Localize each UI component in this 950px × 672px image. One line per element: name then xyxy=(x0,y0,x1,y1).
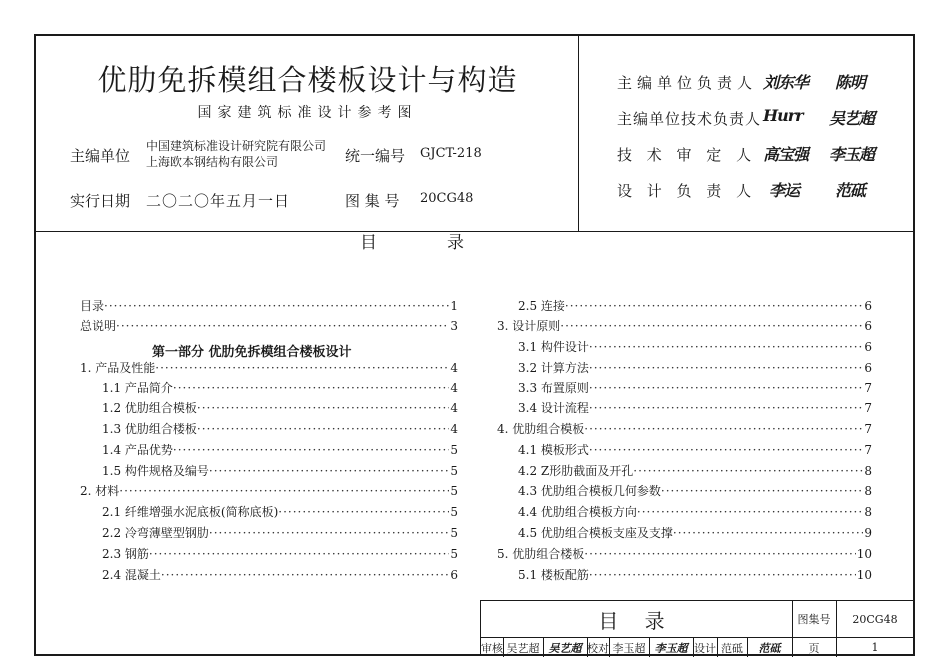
toc-entry[interactable]: 1.3 优肋组合楼板 ····· 4 xyxy=(102,420,458,438)
toc-entry[interactable]: 2.3 钢筋 ····· 5 xyxy=(102,545,458,563)
toc-entry[interactable]: 1.4 产品优势 ····· 5 xyxy=(102,441,458,459)
toc-entry[interactable]: 4.4 优肋组合模板方向 ····· 8 xyxy=(518,503,872,521)
toc-entry[interactable]: 5.1 楼板配筋 ····· 10 xyxy=(518,566,872,584)
signature: 高宝强 xyxy=(763,145,809,164)
toc-entry[interactable]: 4.5 优肋组合模板支座及支撑 ····· 9 xyxy=(518,524,872,542)
signature: Hurr xyxy=(763,106,803,125)
design-label: 设计 xyxy=(694,641,716,655)
editor-unit-1: 中国建筑标准设计研究院有限公司 xyxy=(146,139,327,153)
signature: 陈明 xyxy=(835,73,866,92)
atlas-title: 优肋免拆模组合楼板设计与构造 xyxy=(97,63,518,97)
atlas-no: 20CG48 xyxy=(420,191,474,206)
toc-entry[interactable]: 2.1 纤维增强水泥底板(简称底板) ····· 5 xyxy=(102,503,458,521)
unified-no-label: 统一编号 xyxy=(345,147,406,165)
atlas-no-label: 图 集 号 xyxy=(345,192,400,210)
toc-entry[interactable]: 1.2 优肋组合模板 ····· 4 xyxy=(102,399,458,417)
toc-entry[interactable]: 总说明 ····· 3 xyxy=(80,317,458,335)
signature: 李运 xyxy=(769,181,800,200)
toc-entry[interactable]: 1.5 构件规格及编号 ····· 5 xyxy=(102,462,458,480)
toc-entry[interactable]: 2.5 连接 ····· 6 xyxy=(518,297,872,315)
check-label: 校对 xyxy=(587,641,609,655)
atlas-subtitle: 国家建筑标准设计参考图 xyxy=(197,105,418,121)
responsible-row: 主编单位技术负责人 xyxy=(617,110,762,128)
checker-signature: 李玉超 xyxy=(654,641,688,655)
toc-entry[interactable]: 2.4 混凝土 ····· 6 xyxy=(102,566,458,584)
reviewer-signature: 吴艺超 xyxy=(548,641,582,655)
toc-entry[interactable]: 3.2 计算方法 ····· 6 xyxy=(518,359,872,377)
page-number: 1 xyxy=(871,641,879,654)
header-info-panel xyxy=(36,36,579,232)
responsible-row: 设 计 负 责 人 xyxy=(617,182,757,200)
toc-entry[interactable]: 1. 产品及性能 ····· 4 xyxy=(80,359,458,377)
signature: 刘东华 xyxy=(763,73,809,92)
section-heading: 第一部分 优肋免拆模组合楼板设计 xyxy=(152,345,352,360)
title-block xyxy=(480,600,915,656)
toc-entry[interactable]: 1.1 产品简介 ····· 4 xyxy=(102,379,458,397)
effective-date: 二〇二〇年五月一日 xyxy=(146,192,291,210)
title-block-name: 目 录 xyxy=(598,608,675,633)
checker-name: 李玉超 xyxy=(612,641,646,655)
review-label: 审核 xyxy=(481,641,503,655)
editor-unit-label: 主编单位 xyxy=(70,147,131,165)
toc-title: 目 录 xyxy=(360,233,464,253)
toc-entry[interactable]: 4.1 模板形式 ····· 7 xyxy=(518,441,872,459)
atlas-no-label: 图集号 xyxy=(797,613,831,626)
toc-entry[interactable]: 4.3 优肋组合模板几何参数 ····· 8 xyxy=(518,482,872,500)
unified-no: GJCT-218 xyxy=(420,146,482,161)
signature: 范砥 xyxy=(835,181,866,200)
toc-entry[interactable]: 3.4 设计流程 ····· 7 xyxy=(518,399,872,417)
responsible-row: 主编单位负责人 xyxy=(617,74,758,92)
toc-entry[interactable]: 3. 设计原则 ····· 6 xyxy=(497,317,872,335)
atlas-no-value: 20CG48 xyxy=(852,612,898,626)
designer-signature: 范砥 xyxy=(758,641,781,655)
toc-entry[interactable]: 3.1 构件设计 ····· 6 xyxy=(518,338,872,356)
toc-entry[interactable]: 4.2 Z形肋截面及开孔 ····· 8 xyxy=(518,462,872,480)
signature: 李玉超 xyxy=(829,145,875,164)
designer-name: 范砥 xyxy=(721,641,743,655)
reviewer-name: 吴艺超 xyxy=(506,641,540,655)
toc-entry[interactable]: 4. 优肋组合模板 ····· 7 xyxy=(497,420,872,438)
signature: 吴艺超 xyxy=(829,109,875,128)
editor-unit-2: 上海欧本钢结构有限公司 xyxy=(146,155,279,169)
toc-entry[interactable]: 2.2 冷弯薄壁型钢肋 ····· 5 xyxy=(102,524,458,542)
toc-entry[interactable]: 3.3 布置原则 ····· 7 xyxy=(518,379,872,397)
toc-entry[interactable]: 5. 优肋组合楼板 ····· 10 xyxy=(497,545,872,563)
responsible-row: 技 术 审 定 人 xyxy=(617,146,757,164)
toc-entry[interactable]: 2. 材料 ····· 5 xyxy=(80,482,458,500)
responsibles-panel xyxy=(579,36,913,232)
effective-date-label: 实行日期 xyxy=(70,192,131,210)
toc-entry[interactable]: 目录 ····· 1 xyxy=(80,297,458,315)
page-label: 页 xyxy=(808,641,820,655)
